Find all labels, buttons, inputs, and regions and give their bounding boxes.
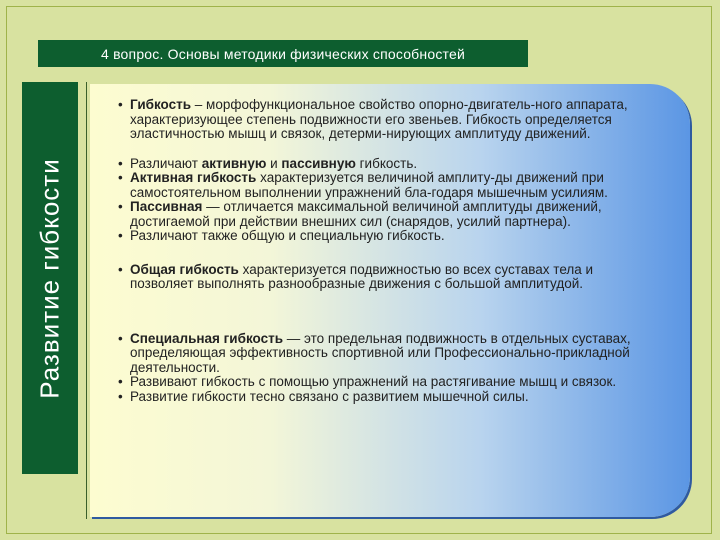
bullet-item xyxy=(118,171,650,200)
slide-header xyxy=(38,40,528,67)
bullet-bold-term: Специальная гибкость xyxy=(130,330,284,346)
bullet-text: и xyxy=(266,155,282,171)
bullet-item xyxy=(118,263,650,292)
side-title-bar xyxy=(22,82,78,474)
bullet-text: Развивают гибкость с помощью упражнений на растягивание мышц и связок. xyxy=(130,374,617,389)
bullet-text: Различают xyxy=(130,155,202,171)
bullet-bold-term: пассивную xyxy=(281,155,356,171)
bullet-item xyxy=(118,229,650,244)
bullet-text: Развитие гибкости тесно связано с развитием мышечной силы. xyxy=(130,388,529,404)
bullet-item xyxy=(118,375,650,390)
bullet-item xyxy=(118,332,650,376)
divider-line xyxy=(86,82,87,519)
bullet-text: характеризуется величиной амплиту-ды движений при самостоятельном выполнении упражнений бла-годаря мышечным усилиям. xyxy=(130,170,608,200)
bullet-item xyxy=(118,200,650,229)
header-title: 4 вопрос. Основы методики физических способностей xyxy=(101,45,465,62)
side-title-text: Развитие гибкости xyxy=(34,157,65,399)
bullet-bold-term: Активная гибкость xyxy=(130,170,257,185)
bullet-bold-term: активную xyxy=(201,155,267,171)
bullet-text: характеризуется подвижностью во всех суставах тела и позволяет выполнять разнообразные движения с большой амплитудой. xyxy=(130,261,594,291)
bullet-text: Различают также общую и специальную гибкость. xyxy=(130,228,445,243)
bullet-item xyxy=(118,390,650,405)
bullet-text: — это предельная подвижность в отдельных суставах, определяющая эффективность спортивной или Профессионально-прикладной деятельности. xyxy=(130,330,631,375)
bullet-item xyxy=(118,157,650,172)
bullet-text: – морфофункциональное свойство опорно-двигатель-ного аппарата, характеризующее степень подвижности его звеньев. Гибкость определяется эластичностью мышц и связок, детерми-нирующих амплитуду движений. xyxy=(130,97,628,141)
bullet-group-definition xyxy=(118,98,650,142)
bullet-group-special xyxy=(118,332,650,405)
bullet-item xyxy=(118,98,650,142)
bullet-bold-term: Пассивная xyxy=(130,199,203,214)
content-panel xyxy=(90,84,690,517)
bullet-text: — отличается максимальной величиной амплитуды движений, достигаемой при действии внешних сил (снарядов, усилий партнера). xyxy=(130,199,602,229)
bullet-group-general xyxy=(118,263,650,292)
bullet-text: гибкость. xyxy=(355,155,418,171)
bullet-bold-term: Общая гибкость xyxy=(130,261,239,277)
bullet-bold-term: Гибкость xyxy=(130,97,192,112)
bullet-group-types xyxy=(118,157,650,244)
